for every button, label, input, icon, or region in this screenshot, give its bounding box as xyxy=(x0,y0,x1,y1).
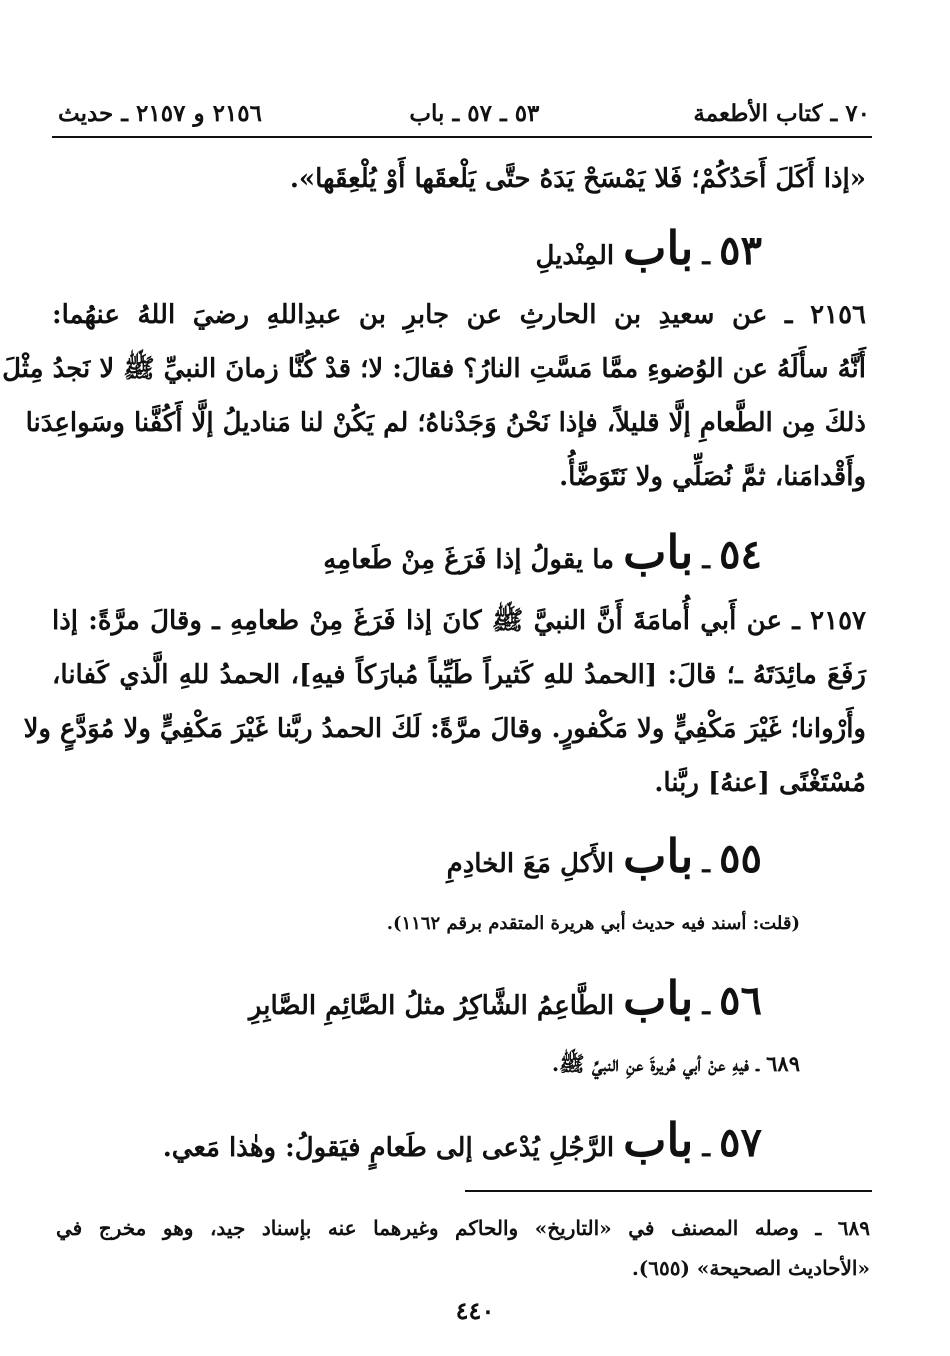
footnote-line: ٦٨٩ ـ وصله المصنف في «التاريخ» والحاكم وغيرهما عنه بإسناد جيد، وهو مخرج في xyxy=(56,1216,870,1240)
bab-word: باب xyxy=(623,221,694,275)
hadith-line: وأَقْدامَنا، ثمَّ نُصَلِّي ولا نَتَوَضَّأُ. xyxy=(559,462,866,492)
hadith-line: وأَرْوانا؛ غَيْرَ مَكْفِيٍّ ولا مَكْفورٍ. وقالَ مرَّةً: لَكَ الحمدُ ربَّنا غَيْرَ مَكْفِيٍّ ولا مُوَدَّعٍ ولا xyxy=(23,714,866,744)
section-number: ٥٧ xyxy=(719,1119,762,1166)
bab-word: باب xyxy=(623,525,694,579)
section-title: المِنْديلِ xyxy=(535,241,615,271)
header-sections: ٥٣ ـ ٥٧ ـ باب xyxy=(409,100,540,127)
editor-note: (قلت: أسند فيه حديث أبي هريرة المتقدم برقم ١١٦٢). xyxy=(386,913,800,934)
hadith-line: مُسْتَغْنًى [عنهُ] ربَّنا. xyxy=(654,768,866,798)
hadith-line: رَفَعَ مائِدَتَهُ ـ؛ قالَ: [الحمدُ للهِ كَثيراً طَيِّباً مُبارَكاً فيهِ]، الحمدُ للهِ الَّذي كَفانا، xyxy=(52,660,866,690)
section-title: الرَّجُلِ يُدْعى إلى طَعامٍ فيَقولُ: وهٰذا مَعي. xyxy=(162,1133,615,1163)
running-header xyxy=(58,96,870,132)
continuation-line: «إذا أَكَلَ أَحَدُكُمْ؛ فَلا يَمْسَحْ يَدَهُ حتَّى يَلْعقَها أَوْ يُلْعِقَها». xyxy=(289,164,866,194)
section-heading-57: ٥٧ ـ باب الرَّجُلِ يُدْعى إلى طَعامٍ فيَقولُ: وهٰذا مَعي. xyxy=(162,1113,762,1167)
header-chapter: ٧٠ ـ كتاب الأطعمة xyxy=(693,100,870,127)
bab-word: باب xyxy=(623,971,694,1025)
bab-word: باب xyxy=(623,1113,694,1167)
section-title: الأَكلِ مَعَ الخادِمِ xyxy=(446,849,615,879)
section-title: ما يقولُ إذا فَرَغَ مِنْ طَعامِهِ xyxy=(323,545,615,575)
section-heading-54: ٥٤ ـ باب ما يقولُ إذا فَرَغَ مِنْ طَعامِهِ xyxy=(323,525,762,579)
footnote-line: «الأحاديث الصحيحة» (٦٥٥). xyxy=(631,1256,870,1280)
section-number: ٥٤ xyxy=(719,531,762,578)
section-heading-56: ٥٦ ـ باب الطَّاعِمُ الشَّاكِرُ مثلُ الصَّائِمِ الصَّابِرِ xyxy=(248,971,762,1025)
header-rule xyxy=(52,136,872,138)
hadith-reference: ٦٨٩ ـ فيهِ عنْ أبي هُريرةَ عنِ النبيِّ ﷺ. xyxy=(551,1051,800,1076)
section-heading-53: ٥٣ ـ باب المِنْديلِ xyxy=(535,221,762,275)
hadith-line: ٢١٥٧ ـ عن أَبي أُمامَةَ أَنَّ النبيَّ ﷺ كانَ إذا فَرَغَ مِنْ طعامِهِ ـ وقالَ مرَّةً: إذا xyxy=(52,606,866,636)
section-number: ٥٥ xyxy=(719,835,762,882)
hadith-line: ٢١٥٦ ـ عن سعيدِ بن الحارثِ عن جابرِ بن عبدِاللهِ رضيَ اللهُ عنهُما: xyxy=(52,300,866,330)
bab-word: باب xyxy=(623,829,694,883)
footnote-rule xyxy=(465,1190,872,1192)
section-heading-55: ٥٥ ـ باب الأَكلِ مَعَ الخادِمِ xyxy=(446,829,762,883)
section-number: ٥٣ xyxy=(719,227,762,274)
hadith-line: ذلكَ مِن الطَّعامِ إلَّا قليلاً، فإذا نَحْنُ وَجَدْناهُ؛ لم يَكُنْ لنا مَناديلُ إلَّا أَكُفَّنا وسَواعِدَنا xyxy=(25,408,866,438)
section-title: الطَّاعِمُ الشَّاكِرُ مثلُ الصَّائِمِ الصَّابِرِ xyxy=(248,991,615,1021)
page-number: ٤٤٠ xyxy=(455,1296,495,1325)
hadith-line: أَنَّهُ سأَلَهُ عن الوُضوءِ ممَّا مَسَّتِ النارُ؟ فقالَ: لا؛ قدْ كُنَّا زمانَ النبيِّ ﷺ لا نَجدُ مِثْلَ xyxy=(2,354,866,384)
section-number: ٥٦ xyxy=(719,977,762,1024)
header-hadith-range: ٢١٥٦ و ٢١٥٧ ـ حديث xyxy=(58,100,262,127)
